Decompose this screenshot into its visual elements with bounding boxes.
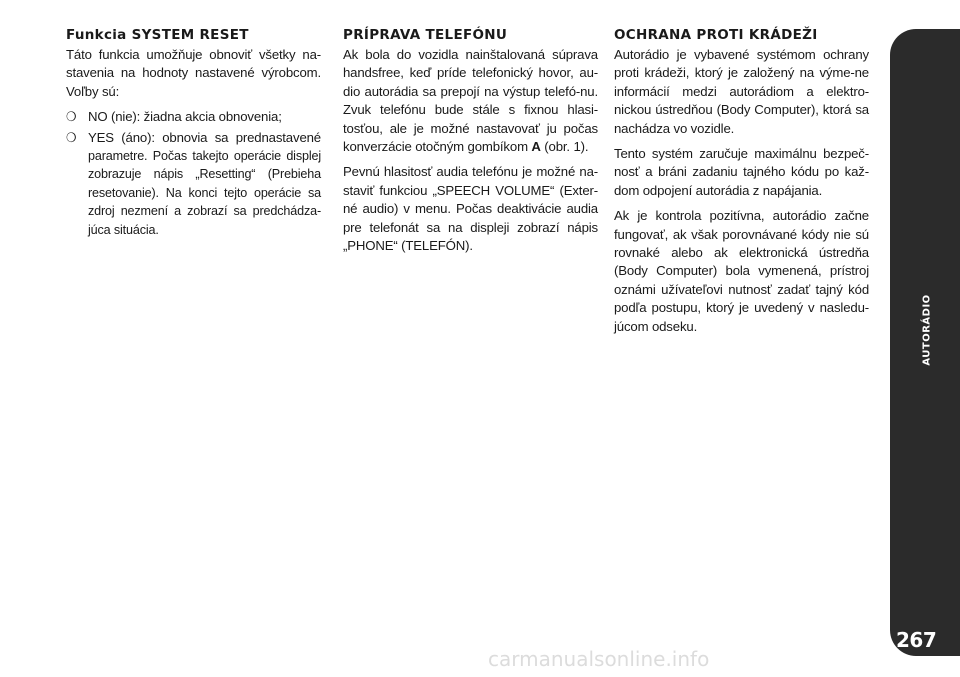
- paragraph-intro: Táto funkcia umožňuje obnoviť všetky na-stavenia na hodnoty nastavené výrobcom. Voľby sú:: [66, 47, 321, 99]
- knob-reference: A: [531, 139, 541, 155]
- circle-bullet-icon: ❍: [66, 129, 77, 145]
- list-item-text: YES (áno): obnovia sa prednastavené: [88, 129, 321, 145]
- paragraph-phone-2: Pevnú hlasitosť audia telefónu je možné na-staviť funkciou „SPEECH VOLUME“ (Exter-né audio) v menu. Počas deaktivácie audia pre telefonát sa na displeji zobrazí nápis „PHONE“ (TELEFÓN).: [343, 164, 598, 254]
- paragraph-anti-theft-2: Tento systém zaručuje maximálnu bezpeč-nosť a bráni zadaniu tajného kódu po kaž-dom odpojení autorádia z napájania.: [614, 146, 869, 198]
- text-run: Ak bola do vozidla nainštalovaná súprava handsfree, keď príde telefonický hovor, au-dio autorádia sa prepojí na výstup telefó-nu. Zvuk telefónu bude stále s fixnou hlasi-tosťou, ale je možné nastavovať ju počas konverzácie otočným gombíkom: [343, 47, 598, 155]
- column-phone-setup: [343, 26, 598, 262]
- text-run: (obr. 1).: [540, 139, 589, 155]
- chapter-label: AUTORÁDIO: [921, 294, 933, 366]
- list-item-subtext: parametre. Počas takejto operácie displej zobrazuje nápis „Resetting“ (Prebieha resetovanie). Na konci tejto operácie sa zdroj nezmení a zobrazí sa predchádza-júca situácia.: [88, 149, 321, 237]
- section-heading-phone: PRÍPRAVA TELEFÓNU: [343, 27, 508, 43]
- section-heading-system-reset: Funkcia SYSTEM RESET: [66, 27, 249, 43]
- column-anti-theft: [614, 26, 869, 343]
- watermark: carmanualsonline.info: [488, 647, 710, 671]
- paragraph-phone-1: [343, 46, 598, 156]
- circle-bullet-icon: ❍: [66, 109, 77, 125]
- column-system-reset: [66, 26, 321, 241]
- list-item-text: NO (nie): žiadna akcia obnovenia;: [88, 109, 282, 125]
- paragraph-anti-theft-1: Autorádio je vybavené systémom ochrany proti krádeži, ktorý je založený na výme-ne informácií medzi autorádiom a elektro-nickou ústredňou (Body Computer), ktorá sa nachádza vo vozidle.: [614, 47, 869, 136]
- section-heading-anti-theft: OCHRANA PROTI KRÁDEŽI: [614, 27, 818, 43]
- paragraph-anti-theft-3: Ak je kontrola pozitívna, autorádio začne fungovať, ak však porovnávané kódy nie sú rovnaké alebo ak elektronická ústredňa (Body Computer) bola vymenená, prístroj oznámi užívateľovi nutnosť zadať tajný kód podľa postupu, ktorý je uvedený v nasledu-júcom odseku.: [614, 208, 869, 334]
- list-item: [66, 108, 321, 126]
- page-number: 267: [896, 628, 937, 652]
- list-item: [66, 129, 321, 239]
